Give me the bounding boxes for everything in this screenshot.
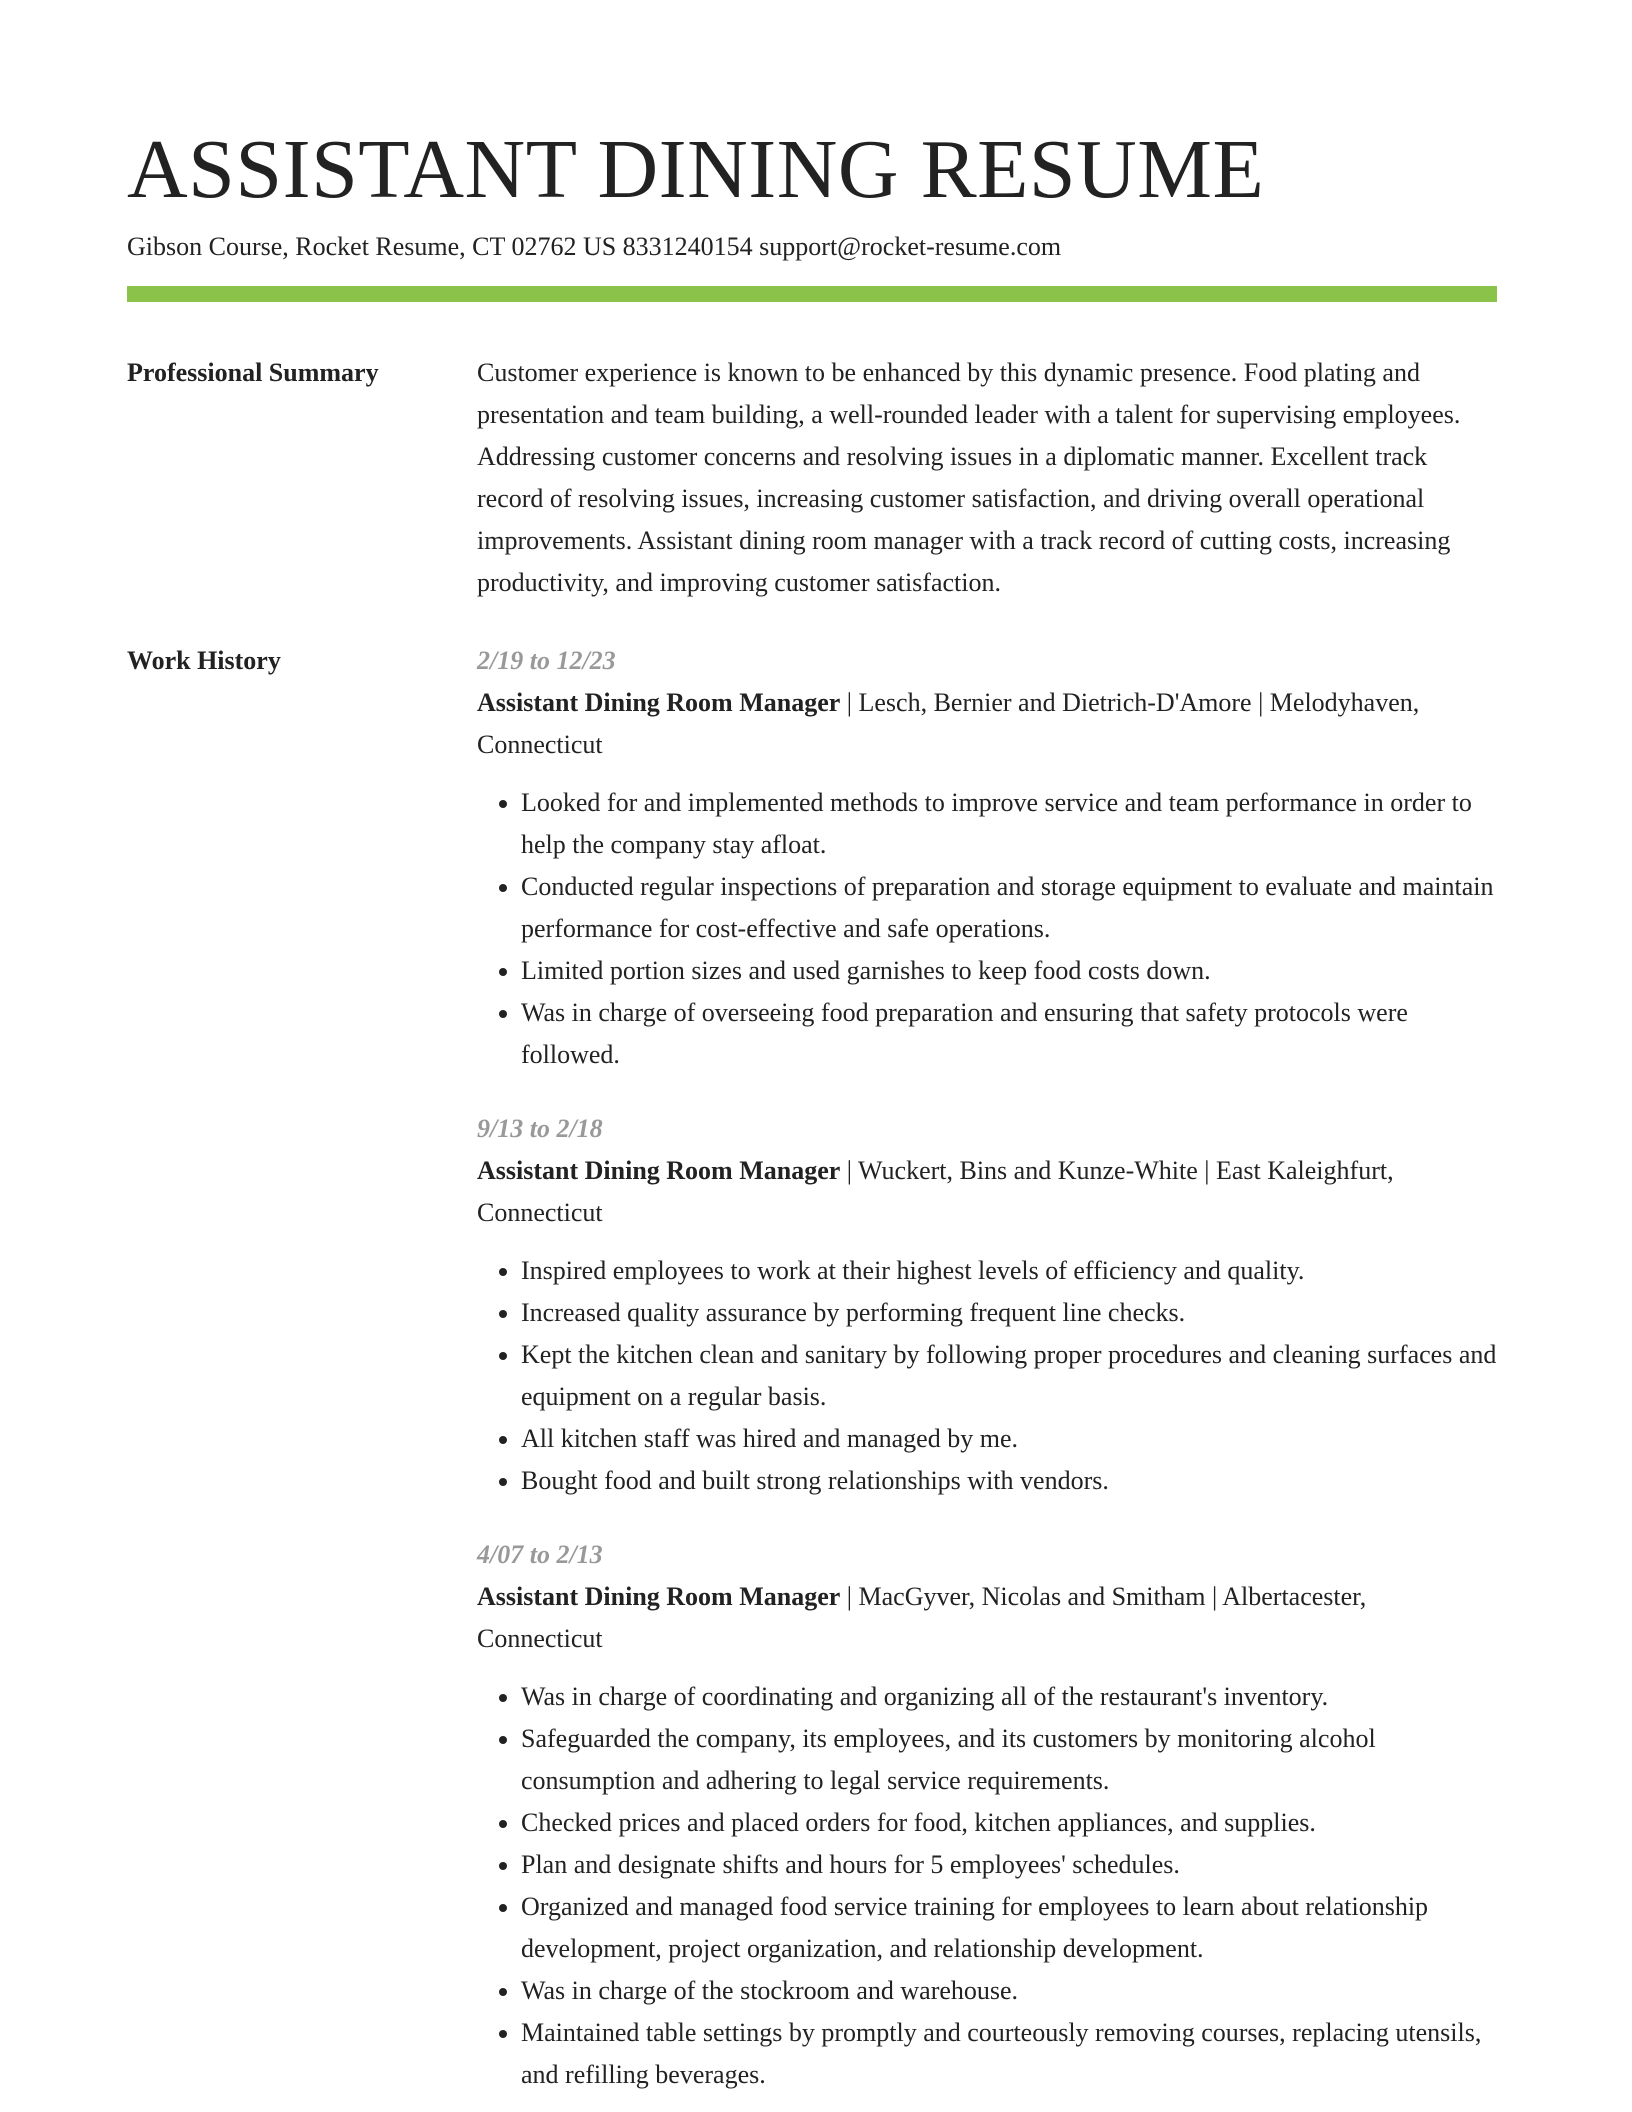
job-bullet: • Was in charge of overseeing food preparation and ensuring that safety protocols were followed. <box>521 992 1497 1076</box>
accent-divider <box>127 286 1497 302</box>
resume-title: ASSISTANT DINING RESUME <box>127 123 1265 216</box>
job-bullet: • Conducted regular inspections of preparation and storage equipment to evaluate and maintain performance for cost-effective and safe operations. <box>521 866 1497 950</box>
resume-page <box>127 120 1497 2096</box>
job-title: Assistant Dining Room Manager <box>477 688 841 717</box>
job-employer-location: | Lesch, Bernier and Dietrich-D'Amore | Melodyhaven, Connecticut <box>477 688 1420 759</box>
job-entry <box>477 640 1497 1076</box>
job-title: Assistant Dining Room Manager <box>477 1156 841 1185</box>
job-bullet: • Kept the kitchen clean and sanitary by following proper procedures and cleaning surfaces and equipment on a regular basis. <box>521 1334 1497 1418</box>
job-bullet: • Bought food and built strong relationships with vendors. <box>521 1460 1497 1502</box>
job-bullet: • Checked prices and placed orders for food, kitchen appliances, and supplies. <box>521 1802 1497 1844</box>
job-heading <box>477 1576 1497 1660</box>
job-bullet: • Was in charge of the stockroom and warehouse. <box>521 1970 1497 2012</box>
job-bullet: • Limited portion sizes and used garnishes to keep food costs down. <box>521 950 1497 992</box>
job-bullet: • Maintained table settings by promptly and courteously removing courses, replacing utensils, and refilling beverages. <box>521 2012 1497 2096</box>
job-entry <box>477 1534 1497 2096</box>
section-label-professional-summary: Professional Summary <box>127 358 379 387</box>
job-bullet: • Inspired employees to work at their highest levels of efficiency and quality. <box>521 1250 1497 1292</box>
job-heading <box>477 1150 1497 1234</box>
job-employer-location: | Wuckert, Bins and Kunze-White | East Kaleighfurt, Connecticut <box>477 1156 1394 1227</box>
contact-line: Gibson Course, Rocket Resume, CT 02762 US 8331240154 support@rocket-resume.com <box>127 232 1062 261</box>
job-bullet: • Looked for and implemented methods to improve service and team performance in order to help the company stay afloat. <box>521 782 1497 866</box>
job-employer-location: | MacGyver, Nicolas and Smitham | Albertacester, Connecticut <box>477 1582 1367 1653</box>
job-bullet: • Organized and managed food service training for employees to learn about relationship development, project organization, and relationship development. <box>521 1886 1497 1970</box>
work-history-section <box>127 640 1497 2096</box>
job-heading <box>477 682 1497 766</box>
professional-summary-section <box>127 352 1497 604</box>
professional-summary-body <box>477 352 1497 604</box>
job-bullet-list <box>477 1250 1497 1502</box>
job-bullet-list <box>477 782 1497 1076</box>
job-title: Assistant Dining Room Manager <box>477 1582 841 1611</box>
job-bullet-list <box>477 1676 1497 2096</box>
job-bullet: • Was in charge of coordinating and organizing all of the restaurant's inventory. <box>521 1676 1497 1718</box>
work-history-body <box>477 640 1497 2096</box>
job-dates: 9/13 to 2/18 <box>477 1114 603 1143</box>
job-dates: 2/19 to 12/23 <box>477 646 616 675</box>
job-bullet: • Safeguarded the company, its employees, and its customers by monitoring alcohol consumption and adhering to legal service requirements. <box>521 1718 1497 1802</box>
job-dates: 4/07 to 2/13 <box>477 1540 603 1569</box>
job-bullet: • Plan and designate shifts and hours for 5 employees' schedules. <box>521 1844 1497 1886</box>
job-bullet: • Increased quality assurance by performing frequent line checks. <box>521 1292 1497 1334</box>
job-entry <box>477 1108 1497 1502</box>
summary-text: Customer experience is known to be enhanced by this dynamic presence. Food plating and presentation and team building, a well-rounded leader with a talent for supervising employees. Addressing customer concerns and resolving issues in a diplomatic manner. Excellent track record of resolving issues, increasing customer satisfaction, and driving overall operational improvements. Assistant dining room manager with a track record of cutting costs, increasing productivity, and improving customer satisfaction. <box>477 358 1461 597</box>
section-label-work-history: Work History <box>127 646 281 675</box>
job-bullet: • All kitchen staff was hired and managed by me. <box>521 1418 1497 1460</box>
